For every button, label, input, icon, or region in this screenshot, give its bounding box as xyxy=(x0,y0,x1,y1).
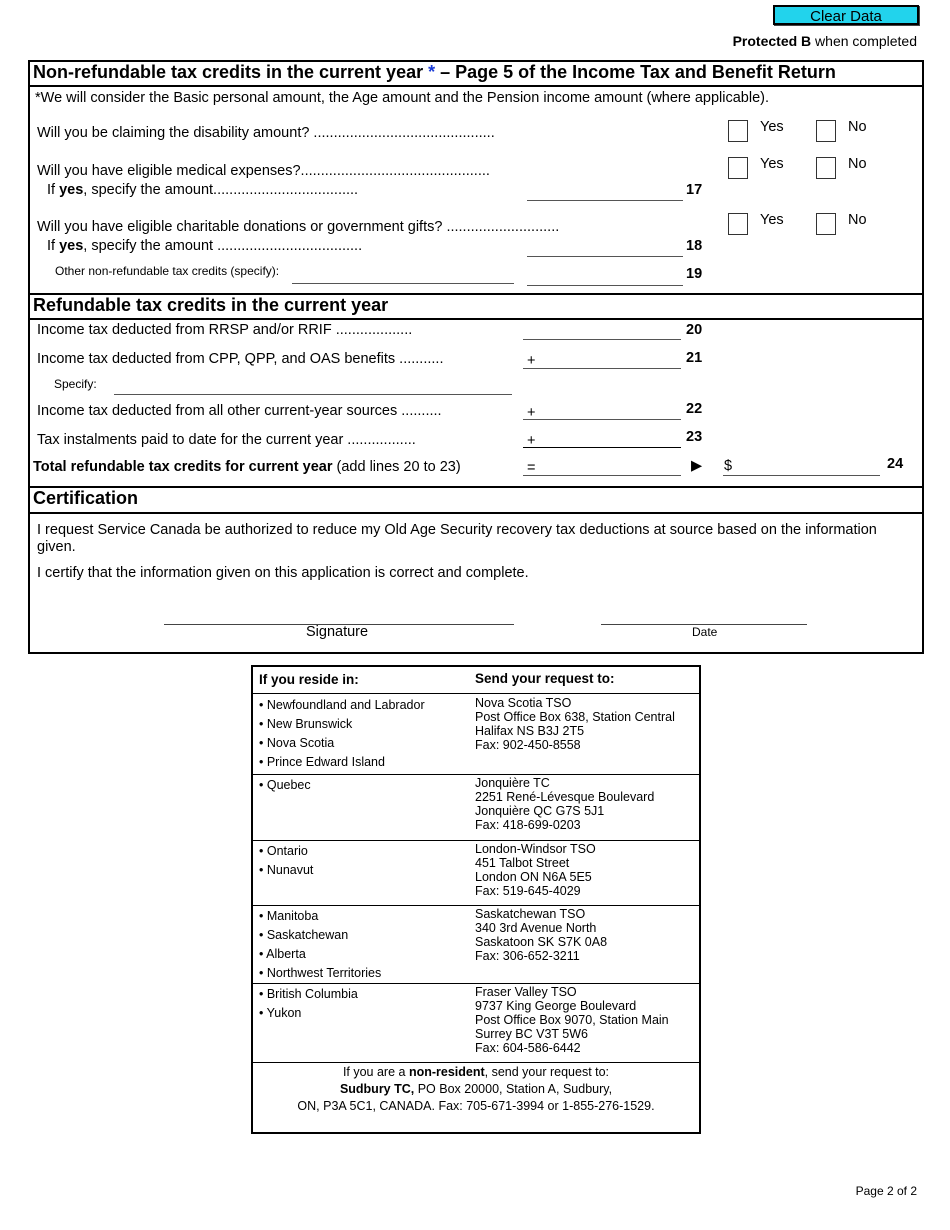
donations-no-checkbox[interactable] xyxy=(816,213,836,235)
line-24-input[interactable] xyxy=(723,475,880,476)
r21-label: Income tax deducted from CPP, QPP, and OAS benefits ........... xyxy=(37,351,444,367)
province-item: • Alberta xyxy=(259,947,306,961)
province-item: • Newfoundland and Labrador xyxy=(259,698,425,712)
office-address xyxy=(475,776,654,832)
address-line: Fax: 519-645-4029 xyxy=(475,884,581,898)
province-item: • New Brunswick xyxy=(259,717,353,731)
table-row xyxy=(253,774,699,841)
specify-input[interactable] xyxy=(114,394,512,395)
address-line: 340 3rd Avenue North xyxy=(475,921,597,935)
total-input[interactable] xyxy=(523,475,681,476)
table-row xyxy=(253,905,699,984)
address-line: Fax: 902-450-8558 xyxy=(475,738,581,752)
certification-statement: I certify that the information given on this application is correct and complete. xyxy=(37,565,529,581)
address-line: Saskatchewan TSO xyxy=(475,907,586,921)
province-item: • Nova Scotia xyxy=(259,736,335,750)
province-list xyxy=(259,844,313,882)
province-item: • Saskatchewan xyxy=(259,928,349,942)
address-line: Jonquière TC xyxy=(475,776,550,790)
refundable-header: Refundable tax credits in the current year xyxy=(30,293,922,320)
line-21-input[interactable] xyxy=(523,368,681,369)
line-17-input[interactable] xyxy=(527,200,683,201)
medical-if-yes: If yes, specify the amount.................................... xyxy=(47,182,359,198)
non-resident-note: If you are a non-resident, send your request to: Sudbury TC, PO Box 20000, Station A, Sudbury, ON, P3A 5C1, CANADA. Fax: 705-671-3994 or 1-855-276-1529. xyxy=(297,1065,655,1113)
other-credits-specify-input[interactable] xyxy=(292,283,514,284)
certification-request: I request Service Canada be authorized to reduce my Old Age Security recovery tax deductions at source based on the information given. xyxy=(37,522,877,555)
province-item: • Northwest Territories xyxy=(259,966,382,980)
address-line: Fax: 604-586-6442 xyxy=(475,1041,581,1055)
specify-label: Specify: xyxy=(54,377,97,391)
total-label: Total refundable tax credits for current year (add lines 20 to 23) xyxy=(33,459,461,475)
r23-label: Tax instalments paid to date for the current year ................. xyxy=(37,432,416,448)
table-row xyxy=(253,694,699,775)
address-line: London ON N6A 5E5 xyxy=(475,870,592,884)
address-line: Nova Scotia TSO xyxy=(475,696,572,710)
province-item: • Ontario xyxy=(259,844,308,858)
address-line: Surrey BC V3T 5W6 xyxy=(475,1027,589,1041)
address-line: Fax: 418-699-0203 xyxy=(475,818,581,832)
address-line: Fraser Valley TSO xyxy=(475,985,577,999)
medical-yes-checkbox[interactable] xyxy=(728,157,748,179)
province-item: • Quebec xyxy=(259,778,311,792)
province-list xyxy=(259,778,311,797)
address-line: 451 Talbot Street xyxy=(475,856,570,870)
form-box: Non-refundable tax credits in the current year * – Page 5 of the Income Tax and Benefit Return *We will consider the Basic personal amount, the Age amount and the Pension income amount (where applicable). Will you be claiming the disability amount? ............................................. Yes No Will you have eligible medical expenses?............................................... Yes No If yes, specify the amount.................................... 17 Will you have eligible charitable donations or government gifts? ............................ Yes No If yes, specify the amount .................................... 18 Other non-refundable tax credits (specify): 19 Refundable tax credits in the current year Income tax deducted from RRSP and/or RRIF ................... 20 Income tax deducted from CPP, QPP, and OAS benefits ........... + 21 Specify: Income tax deducted from all other current-year sources .......... + 22 Tax instalments paid to date for the current year ................. + 23 Total refundable tax credits for current year (add lines 20 to 23) = ▶ $ 24 Certification I request Service Canada be authorized to reduce my Old Age Security recovery tax deductions at source based on the information given. I certify that the information given on this application is correct and complete. Signature Date xyxy=(28,60,924,654)
address-line: Halifax NS B3J 2T5 xyxy=(475,724,585,738)
arrow-right-icon: ▶ xyxy=(691,458,703,474)
province-item: • Prince Edward Island xyxy=(259,755,385,769)
address-line: London-Windsor TSO xyxy=(475,842,596,856)
disability-yes-checkbox[interactable] xyxy=(728,120,748,142)
donations-if-yes: If yes, specify the amount .................................... xyxy=(47,238,363,254)
table-row xyxy=(253,840,699,906)
other-credits-label: Other non-refundable tax credits (specify): xyxy=(55,264,280,278)
province-list xyxy=(259,909,381,985)
address-line: Fax: 306-652-3211 xyxy=(475,949,580,963)
q-disability: Will you be claiming the disability amount? ............................................. xyxy=(37,125,495,141)
line-19-input[interactable] xyxy=(527,285,683,286)
medical-no-checkbox[interactable] xyxy=(816,157,836,179)
province-item: • British Columbia xyxy=(259,987,358,1001)
page-number: Page 2 of 2 xyxy=(855,1184,917,1198)
disability-no-checkbox[interactable] xyxy=(816,120,836,142)
province-item: • Manitoba xyxy=(259,909,319,923)
province-list xyxy=(259,698,425,774)
province-item: • Yukon xyxy=(259,1006,302,1020)
q-medical: Will you have eligible medical expenses?............................................... xyxy=(37,163,490,179)
note: *We will consider the Basic personal amount, the Age amount and the Pension income amount (where applicable). xyxy=(35,90,770,106)
line-18-input[interactable] xyxy=(527,256,683,257)
q-donations: Will you have eligible charitable donations or government gifts? ............................ xyxy=(37,219,560,235)
address-line: Post Office Box 638, Station Central xyxy=(475,710,675,724)
line-20-input[interactable] xyxy=(523,339,681,340)
office-address xyxy=(475,842,596,898)
office-address xyxy=(475,907,607,963)
line-22-input[interactable] xyxy=(523,419,681,420)
r22-label: Income tax deducted from all other current-year sources .......... xyxy=(37,403,442,419)
address-line: Saskatoon SK S7K 0A8 xyxy=(475,935,608,949)
office-address xyxy=(475,985,669,1055)
nonrefundable-header: Non-refundable tax credits in the current year * – Page 5 of the Income Tax and Benefit Return xyxy=(30,62,922,87)
address-line: Post Office Box 9070, Station Main xyxy=(475,1013,669,1027)
address-line: Jonquière QC G7S 5J1 xyxy=(475,804,605,818)
r20-label: Income tax deducted from RRSP and/or RRIF ................... xyxy=(37,322,413,338)
address-line: 2251 René-Lévesque Boulevard xyxy=(475,790,655,804)
address-line: 9737 King George Boulevard xyxy=(475,999,637,1013)
office-address xyxy=(475,696,675,752)
clear-data-button[interactable]: Clear Data xyxy=(773,5,919,25)
province-list xyxy=(259,987,358,1025)
table-row xyxy=(253,983,699,1063)
table-header: If you reside in: Send your request to: xyxy=(253,667,699,694)
mailing-address-table xyxy=(251,665,701,1134)
province-item: • Nunavut xyxy=(259,863,314,877)
donations-yes-checkbox[interactable] xyxy=(728,213,748,235)
line-23-input[interactable] xyxy=(523,447,681,448)
certification-header: Certification xyxy=(30,486,922,514)
protected-notice: Protected B when completed xyxy=(732,33,917,49)
